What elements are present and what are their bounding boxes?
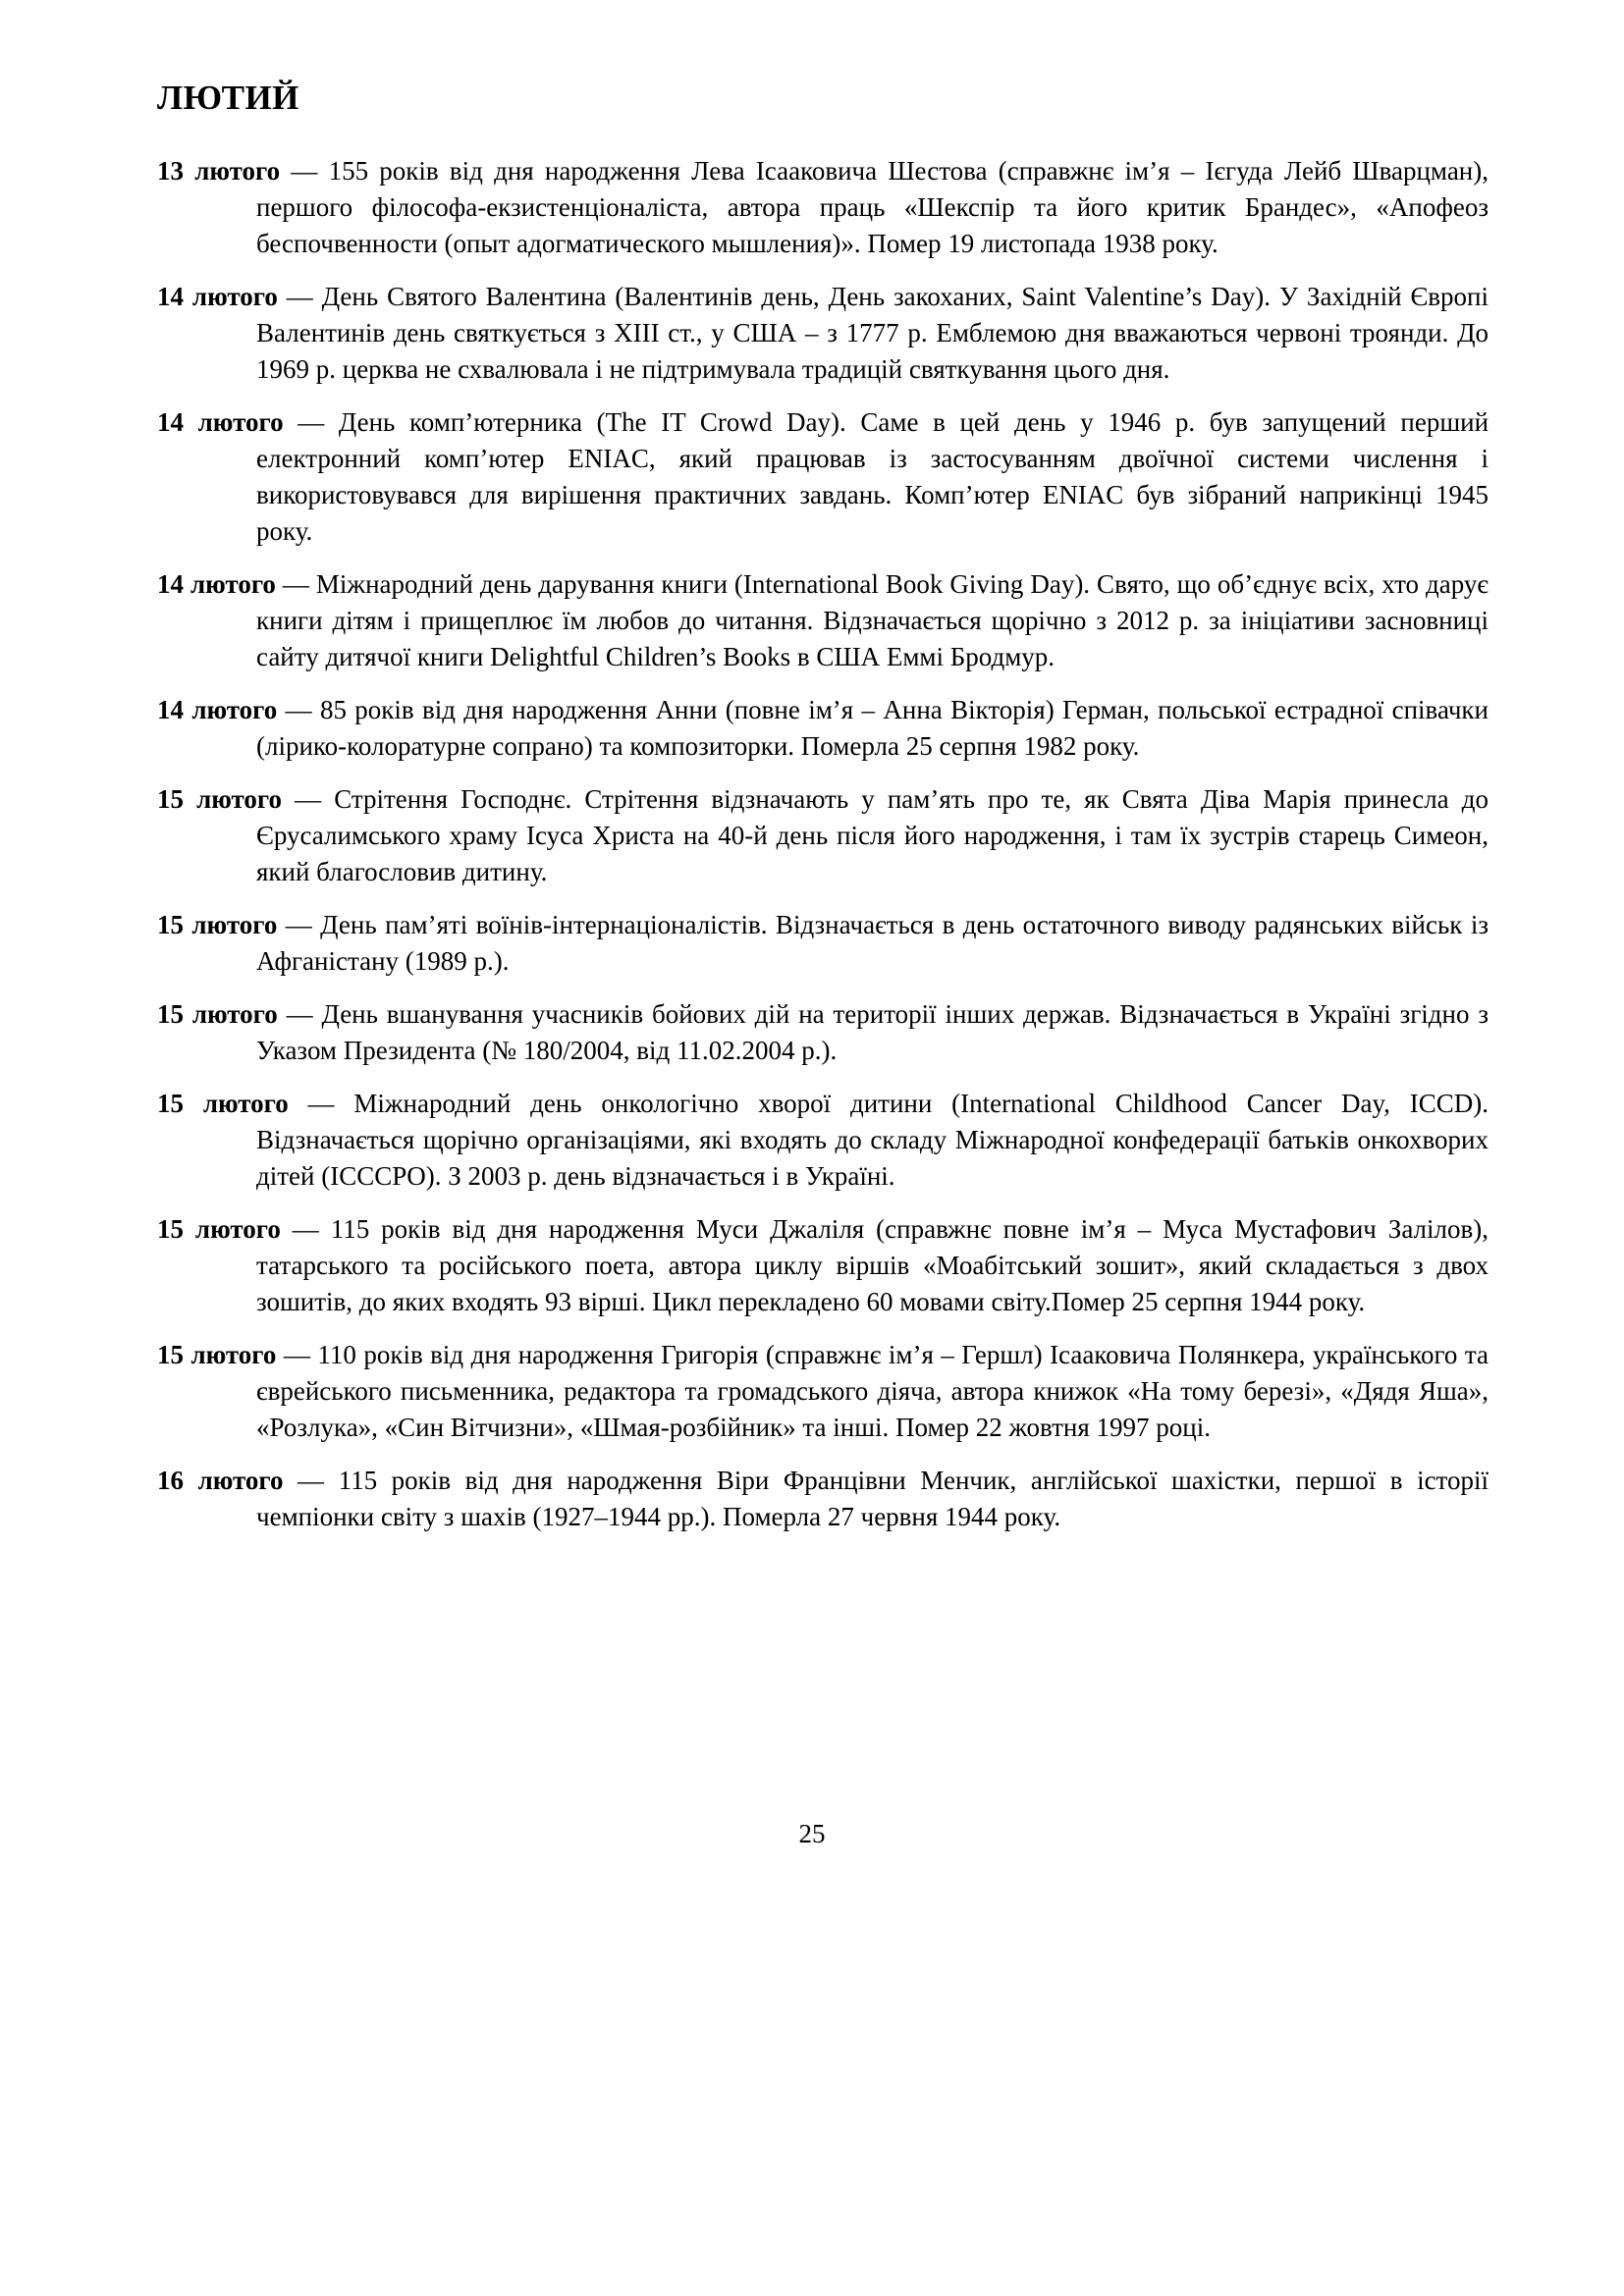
calendar-entry bbox=[157, 566, 1489, 675]
entry-text: День комп’ютерника (The IT Crowd Day). Саме в цей день у 1946 р. був запущений перший електронний комп’ютер ENIAC, який працював із застосуванням двоїчної системи числення і використовувався для вирішення практичних завдань. Комп’ютер ENIAC був зібраний наприкінці 1945 року. bbox=[256, 407, 1489, 546]
entry-date: 14 лютого bbox=[157, 282, 278, 311]
entry-date: 14 лютого bbox=[157, 569, 276, 599]
calendar-entry bbox=[157, 404, 1489, 550]
entry-date: 15 лютого bbox=[157, 1089, 289, 1118]
entry-dash: — bbox=[283, 1466, 339, 1495]
entry-text: Міжнародний день дарування книги (International Book Giving Day). Свято, що об’єднує всіх, хто дарує книги дітям і прищеплює їм любов до читання. Відзначається щорічно з 2012 р. за ініціативи засновниці сайту дитячої книги Delightful Children’s Books в США Еммі Бродмур. bbox=[256, 569, 1489, 671]
entry-dash: — bbox=[275, 569, 316, 599]
entry-date: 13 лютого bbox=[157, 156, 281, 186]
document-page bbox=[157, 77, 1489, 1552]
entry-dash: — bbox=[280, 156, 329, 186]
entry-text: 110 років від дня народження Григорія (справжнє ім’я – Гершл) Ісааковича Полянкера, українського та єврейського письменника, редактора та громадського діяча, автора книжок «На тому березі», «Дядя Яша», «Розлука», «Син Вітчизни», «Шмая-розбійник» та інші. Помер 22 жовтня 1997 році. bbox=[256, 1340, 1489, 1442]
entry-date: 15 лютого bbox=[157, 910, 278, 939]
entry-text: 85 років від дня народження Анни (повне ім’я – Анна Вікторія) Герман, польської естрадної співачки (лірико-колоратурне сопрано) та композиторки. Померла 25 серпня 1982 року. bbox=[256, 695, 1489, 761]
calendar-entry bbox=[157, 279, 1489, 388]
entry-dash: — bbox=[277, 695, 320, 724]
month-title: ЛЮТИЙ bbox=[157, 79, 299, 117]
page-number: 25 bbox=[798, 1819, 826, 1848]
entry-dash: — bbox=[276, 1340, 318, 1369]
entry-date: 16 лютого bbox=[157, 1466, 284, 1495]
entry-dash: — bbox=[282, 784, 335, 814]
entry-date: 15 лютого bbox=[157, 784, 283, 814]
calendar-entry bbox=[157, 1337, 1489, 1446]
entry-dash: — bbox=[277, 999, 322, 1029]
entry-text: 115 років від дня народження Муси Джаліля (справжнє повне ім’я – Муса Мустафович Залілов), татарського та російського поета, автора циклу віршів «Моабітський зошит», який складається з двох зошитів, до яких входять 93 вірші. Цикл перекладено 60 мовами світу.Помер 25 серпня 1944 року. bbox=[256, 1214, 1489, 1316]
entry-date: 14 лютого bbox=[157, 407, 284, 437]
entry-dash: — bbox=[277, 910, 321, 939]
entry-dash: — bbox=[280, 1214, 331, 1244]
calendar-entry bbox=[157, 1086, 1489, 1195]
entry-date: 15 лютого bbox=[157, 999, 278, 1029]
calendar-entry bbox=[157, 692, 1489, 765]
entry-date: 15 лютого bbox=[157, 1340, 277, 1369]
calendar-entry bbox=[157, 1463, 1489, 1535]
entry-text: Стрітення Господнє. Стрітення відзначають у пам’ять про те, як Свята Діва Марія принесла до Єрусалимського храму Ісуса Христа на 40-й день після його народження, і там їх зустрів старець Симеон, який благословив дитину. bbox=[256, 784, 1489, 886]
calendar-entry bbox=[157, 781, 1489, 890]
entry-text: 155 років від дня народження Лева Ісааковича Шестова (справжнє ім’я – Ієгуда Лейб Шварцман), першого філософа-екзистенціоналіста, автора праць «Шекспір та його критик Брандес», «Апофеоз беспочвенности (опыт адогматического мышления)». Помер 19 листопада 1938 року. bbox=[256, 156, 1489, 258]
calendar-entry bbox=[157, 996, 1489, 1069]
calendar-entry bbox=[157, 153, 1489, 262]
entry-text: 115 років від дня народження Віри Францівни Менчик, англійської шахістки, першої в історії чемпіонки світу з шахів (1927–1944 рр.). Померла 27 червня 1944 року. bbox=[256, 1466, 1489, 1531]
entry-text: День вшанування учасників бойових дій на території інших держав. Відзначається в Україні згідно з Указом Президента (№ 180/2004, від 11.02.2004 р.). bbox=[256, 999, 1489, 1065]
entry-dash: — bbox=[283, 407, 339, 437]
calendar-entry bbox=[157, 907, 1489, 980]
entry-dash: — bbox=[277, 282, 322, 311]
entry-dash: — bbox=[288, 1089, 354, 1118]
entry-text: Міжнародний день онкологічно хворої дитини (International Childhood Cancer Day, ICCD). Відзначається щорічно організаціями, які входять до складу Міжнародної конфедерації батьків онкохворих дітей (ICCCPO). З 2003 р. день відзначається і в Україні. bbox=[256, 1089, 1489, 1191]
entry-text: День Святого Валентина (Валентинів день, День закоханих, Saint Valentine’s Day). У Західній Європі Валентинів день святкується з XIII ст., у США – з 1777 р. Емблемою дня вважаються червоні троянди. До 1969 р. церква не схвалювала і не підтримувала традицій святкування цього дня. bbox=[256, 282, 1489, 384]
calendar-entry bbox=[157, 1211, 1489, 1320]
entry-date: 14 лютого bbox=[157, 695, 278, 724]
entry-text: День пам’яті воїнів-інтернаціоналістів. Відзначається в день остаточного виводу радянських військ із Афганістану (1989 р.). bbox=[256, 910, 1489, 976]
entries-list bbox=[157, 153, 1489, 1535]
entry-date: 15 лютого bbox=[157, 1214, 281, 1244]
